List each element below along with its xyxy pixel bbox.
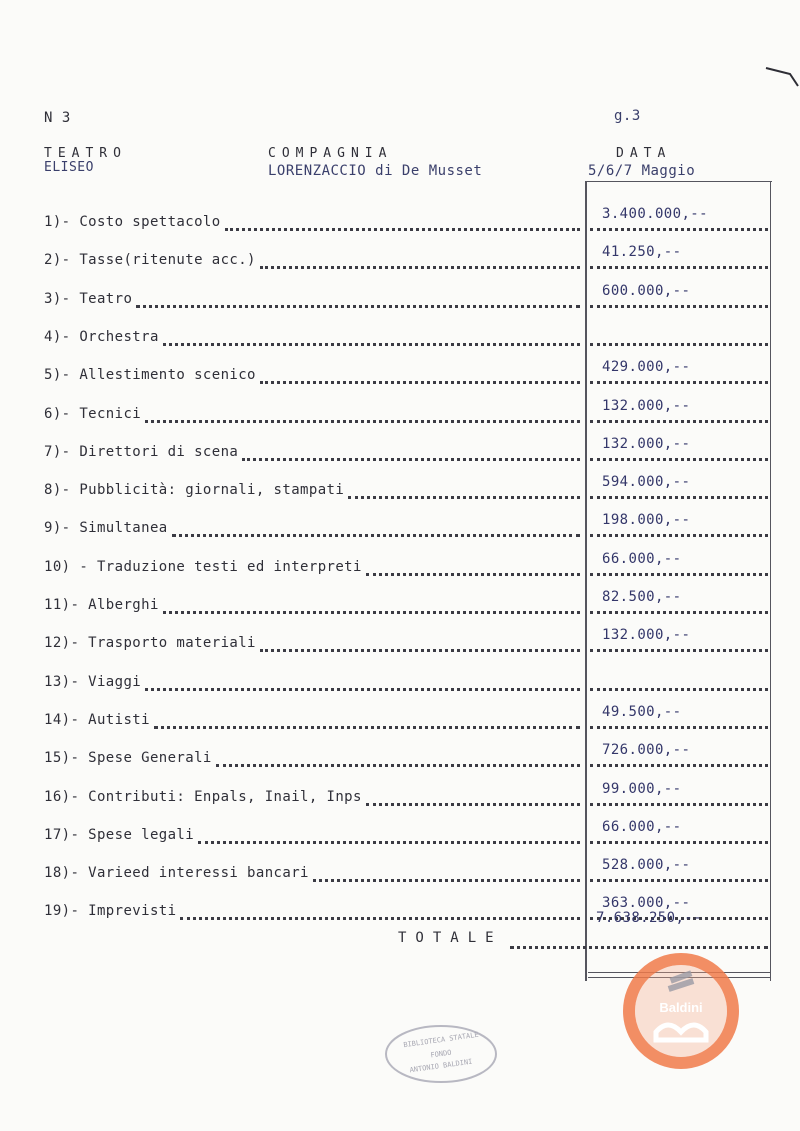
totale-leader-dots bbox=[510, 946, 768, 949]
amount-cell-dots bbox=[590, 611, 768, 614]
amount-cell-dots bbox=[590, 688, 768, 691]
expense-row-amount: 726.000,-- bbox=[602, 742, 691, 758]
amount-cell-dots bbox=[590, 305, 768, 308]
page-corner-mark bbox=[760, 60, 800, 90]
amount-cell-dots bbox=[590, 803, 768, 806]
expense-row-amount: 66.000,-- bbox=[602, 819, 682, 835]
expense-row-amount: 66.000,-- bbox=[602, 551, 682, 567]
stamp-line-1: BIBLIOTECA STATALE bbox=[402, 1030, 480, 1050]
expense-row-leader-dots bbox=[163, 611, 580, 614]
amount-cell-dots bbox=[590, 228, 768, 231]
expense-row-label: 13)- Viaggi bbox=[44, 674, 142, 690]
baldini-logo bbox=[622, 952, 740, 1070]
expense-row-label: 12)- Trasporto materiali bbox=[44, 635, 256, 651]
amount-cell-dots bbox=[590, 534, 768, 537]
expense-row-label: 9)- Simultanea bbox=[44, 520, 168, 536]
expense-row-label: 18)- Varieed interessi bancari bbox=[44, 865, 309, 881]
expense-row-leader-dots bbox=[242, 458, 580, 461]
amount-cell-dots bbox=[590, 649, 768, 652]
expense-row-label: 1)- Costo spettacolo bbox=[44, 214, 221, 230]
amount-column-top-rule bbox=[586, 181, 772, 182]
amount-cell-dots bbox=[590, 573, 768, 576]
expense-row-label: 11)- Alberghi bbox=[44, 597, 159, 613]
expense-row-amount: 600.000,-- bbox=[602, 283, 691, 299]
data-label: DATA bbox=[616, 146, 672, 161]
stamp-line-2: FONDO bbox=[429, 1048, 452, 1060]
expense-row-label: 6)- Tecnici bbox=[44, 406, 142, 422]
amount-cell-dots bbox=[590, 726, 768, 729]
expense-row-label: 5)- Allestimento scenico bbox=[44, 367, 256, 383]
expense-row-leader-dots bbox=[180, 917, 580, 920]
expense-row-leader-dots bbox=[348, 496, 580, 499]
expense-row-label: 16)- Contributi: Enpals, Inail, Inps bbox=[44, 789, 362, 805]
expense-row-amount: 41.250,-- bbox=[602, 244, 682, 260]
data-value: 5/6/7 Maggio bbox=[588, 163, 696, 179]
amount-cell-dots bbox=[590, 496, 768, 499]
expense-row-label: 8)- Pubblicità: giornali, stampati bbox=[44, 482, 345, 498]
expense-row-amount: 49.500,-- bbox=[602, 704, 682, 720]
expense-row-label: 4)- Orchestra bbox=[44, 329, 159, 345]
expense-row-leader-dots bbox=[216, 764, 580, 767]
expense-row-amount: 132.000,-- bbox=[602, 398, 691, 414]
compagnia-label: COMPAGNIA bbox=[268, 146, 393, 161]
expense-row-label: 10) - Traduzione testi ed interpreti bbox=[44, 559, 362, 575]
expense-row-leader-dots bbox=[145, 688, 580, 691]
expense-row-label: 14)- Autisti bbox=[44, 712, 150, 728]
expense-row-amount: 363.000,-- bbox=[602, 895, 691, 911]
expense-row-leader-dots bbox=[366, 803, 580, 806]
amount-cell-dots bbox=[590, 879, 768, 882]
amount-cell-dots bbox=[590, 764, 768, 767]
expense-row-amount: 99.000,-- bbox=[602, 781, 682, 797]
teatro-label: TEATRO bbox=[44, 146, 127, 161]
expense-row-label: 19)- Imprevisti bbox=[44, 903, 177, 919]
compagnia-value: LORENZACCIO di De Musset bbox=[268, 163, 483, 179]
expense-row-label: 17)- Spese legali bbox=[44, 827, 195, 843]
expense-row-leader-dots bbox=[172, 534, 580, 537]
expense-row-leader-dots bbox=[366, 573, 580, 576]
expense-row-label: 7)- Direttori di scena bbox=[44, 444, 239, 460]
expense-row-amount: 528.000,-- bbox=[602, 857, 691, 873]
expense-row-amount: 132.000,-- bbox=[602, 627, 691, 643]
expense-row-amount: 82.500,-- bbox=[602, 589, 682, 605]
expense-row-leader-dots bbox=[260, 266, 580, 269]
document-number: N 3 bbox=[44, 110, 71, 126]
amount-cell-dots bbox=[590, 266, 768, 269]
expense-row-leader-dots bbox=[313, 879, 580, 882]
amount-cell-dots bbox=[590, 420, 768, 423]
baldini-logo-text: Baldini bbox=[659, 1000, 703, 1015]
expense-row-leader-dots bbox=[145, 420, 580, 423]
expense-row-leader-dots bbox=[225, 228, 580, 231]
amount-column-left-rule bbox=[585, 181, 587, 981]
teatro-value: ELISEO bbox=[44, 160, 94, 175]
expense-row-leader-dots bbox=[163, 343, 580, 346]
expense-row-amount: 3.400.000,-- bbox=[602, 206, 708, 222]
expense-row-leader-dots bbox=[198, 841, 580, 844]
totale-label: TOTALE bbox=[398, 930, 503, 946]
archive-stamp bbox=[384, 1024, 498, 1084]
stamp-line-3: ANTONIO BALDINI bbox=[409, 1057, 473, 1075]
expense-row-amount: 594.000,-- bbox=[602, 474, 691, 490]
expense-row-label: 2)- Tasse(ritenute acc.) bbox=[44, 252, 256, 268]
expense-row-leader-dots bbox=[154, 726, 580, 729]
amount-cell-dots bbox=[590, 343, 768, 346]
totale-amount: 7.638.250,-- bbox=[596, 910, 702, 926]
expense-row-leader-dots bbox=[260, 649, 580, 652]
expense-row-label: 3)- Teatro bbox=[44, 291, 133, 307]
amount-column-right-rule bbox=[770, 181, 771, 981]
amount-cell-dots bbox=[590, 841, 768, 844]
expense-row-amount: 429.000,-- bbox=[602, 359, 691, 375]
expense-row-amount: 132.000,-- bbox=[602, 436, 691, 452]
expense-row-leader-dots bbox=[136, 305, 580, 308]
expense-row-amount: 198.000,-- bbox=[602, 512, 691, 528]
expense-row-leader-dots bbox=[260, 381, 580, 384]
amount-cell-dots bbox=[590, 458, 768, 461]
amount-cell-dots bbox=[590, 381, 768, 384]
page-mark: g.3 bbox=[614, 108, 641, 124]
expense-row-label: 15)- Spese Generali bbox=[44, 750, 212, 766]
